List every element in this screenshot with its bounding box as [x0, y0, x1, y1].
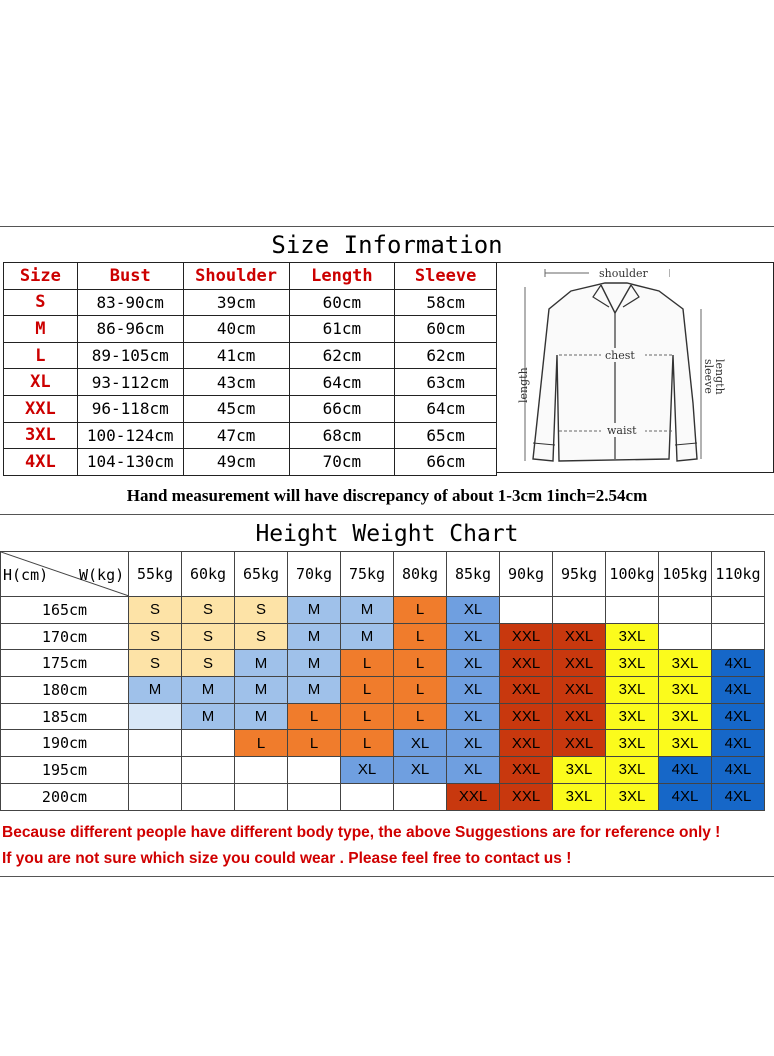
- diagram-sleeve-length-label: length: [713, 359, 726, 395]
- size-value: 40cm: [183, 316, 289, 343]
- size-recommendation-cell: 3XL: [606, 783, 659, 810]
- size-label: XXL: [4, 395, 78, 422]
- size-recommendation-cell: XL: [447, 597, 500, 624]
- size-recommendation-cell: [129, 757, 182, 784]
- height-label: 200cm: [1, 783, 129, 810]
- size-value: 47cm: [183, 422, 289, 449]
- hw-row: [1, 677, 765, 704]
- height-label: 185cm: [1, 703, 129, 730]
- size-recommendation-cell: 4XL: [712, 757, 765, 784]
- height-label: 175cm: [1, 650, 129, 677]
- size-recommendation-cell: L: [341, 677, 394, 704]
- size-value: 93-112cm: [77, 369, 183, 396]
- size-col-header: Size: [4, 263, 78, 290]
- size-recommendation-cell: [129, 783, 182, 810]
- size-recommendation-cell: [235, 757, 288, 784]
- size-recommendation-cell: XL: [447, 703, 500, 730]
- diagram-length-label: length: [517, 367, 530, 403]
- weight-header: 70kg: [288, 552, 341, 597]
- diagram-waist-label: waist: [607, 424, 637, 437]
- size-recommendation-cell: L: [394, 597, 447, 624]
- size-recommendation-cell: XXL: [553, 677, 606, 704]
- hw-header-row: [1, 552, 765, 597]
- size-recommendation-cell: L: [341, 703, 394, 730]
- size-label: M: [4, 316, 78, 343]
- size-row: [4, 342, 497, 369]
- size-value: 43cm: [183, 369, 289, 396]
- size-label: S: [4, 289, 78, 316]
- size-recommendation-cell: L: [235, 730, 288, 757]
- size-value: 41cm: [183, 342, 289, 369]
- size-recommendation-cell: 4XL: [659, 757, 712, 784]
- size-row: [4, 449, 497, 476]
- height-label: 165cm: [1, 597, 129, 624]
- size-recommendation-cell: S: [129, 597, 182, 624]
- hw-corner-w: W(kg): [79, 566, 125, 584]
- size-value: 62cm: [289, 342, 395, 369]
- size-value: 86-96cm: [77, 316, 183, 343]
- size-recommendation-cell: XXL: [553, 703, 606, 730]
- size-recommendation-cell: [659, 597, 712, 624]
- size-recommendation-cell: S: [129, 650, 182, 677]
- size-recommendation-cell: L: [288, 730, 341, 757]
- size-recommendation-cell: XL: [341, 757, 394, 784]
- weight-header: 90kg: [500, 552, 553, 597]
- size-recommendation-cell: 3XL: [606, 623, 659, 650]
- size-recommendation-cell: M: [129, 677, 182, 704]
- size-recommendation-cell: 3XL: [606, 677, 659, 704]
- size-recommendation-cell: 4XL: [712, 650, 765, 677]
- shirt-diagram: [497, 262, 774, 473]
- size-col-header: Length: [289, 263, 395, 290]
- size-col-header: Bust: [77, 263, 183, 290]
- size-row: [4, 316, 497, 343]
- size-recommendation-cell: XXL: [500, 677, 553, 704]
- size-recommendation-cell: [182, 783, 235, 810]
- size-recommendation-cell: M: [288, 597, 341, 624]
- size-recommendation-cell: XL: [447, 677, 500, 704]
- size-row: [4, 422, 497, 449]
- hw-row: [1, 730, 765, 757]
- size-recommendation-cell: XL: [447, 623, 500, 650]
- size-value: 62cm: [395, 342, 497, 369]
- size-recommendation-cell: 3XL: [659, 730, 712, 757]
- height-weight-title: Height Weight Chart: [255, 521, 519, 547]
- size-col-header: Shoulder: [183, 263, 289, 290]
- size-recommendation-cell: 3XL: [553, 783, 606, 810]
- size-recommendation-cell: M: [235, 677, 288, 704]
- size-recommendation-cell: M: [288, 650, 341, 677]
- weight-header: 55kg: [129, 552, 182, 597]
- height-label: 170cm: [1, 623, 129, 650]
- size-value: 96-118cm: [77, 395, 183, 422]
- size-recommendation-cell: L: [394, 677, 447, 704]
- size-recommendation-cell: 3XL: [606, 703, 659, 730]
- size-value: 60cm: [395, 316, 497, 343]
- size-value: 104-130cm: [77, 449, 183, 476]
- size-recommendation-cell: 4XL: [712, 783, 765, 810]
- size-recommendation-cell: [553, 597, 606, 624]
- size-value: 61cm: [289, 316, 395, 343]
- size-value: 65cm: [395, 422, 497, 449]
- size-col-header: Sleeve: [395, 263, 497, 290]
- size-recommendation-cell: XL: [447, 757, 500, 784]
- size-row: [4, 369, 497, 396]
- size-recommendation-cell: S: [235, 597, 288, 624]
- weight-header: 65kg: [235, 552, 288, 597]
- weight-header: 95kg: [553, 552, 606, 597]
- size-label: L: [4, 342, 78, 369]
- size-value: 63cm: [395, 369, 497, 396]
- size-recommendation-cell: M: [341, 623, 394, 650]
- hw-row: [1, 703, 765, 730]
- disclaimer-line-2: If you are not sure which size you could wear . Please feel free to contact us !: [2, 850, 572, 867]
- weight-header: 75kg: [341, 552, 394, 597]
- hw-row: [1, 757, 765, 784]
- size-recommendation-cell: M: [182, 703, 235, 730]
- hw-row: [1, 623, 765, 650]
- size-value: 66cm: [289, 395, 395, 422]
- size-recommendation-cell: [129, 730, 182, 757]
- size-recommendation-cell: [712, 623, 765, 650]
- size-recommendation-cell: 4XL: [659, 783, 712, 810]
- size-recommendation-cell: 3XL: [606, 757, 659, 784]
- hw-row: [1, 650, 765, 677]
- size-recommendation-cell: 3XL: [659, 703, 712, 730]
- size-recommendation-cell: M: [341, 597, 394, 624]
- size-recommendation-cell: 3XL: [553, 757, 606, 784]
- size-row: [4, 395, 497, 422]
- height-label: 180cm: [1, 677, 129, 704]
- size-recommendation-cell: XL: [447, 650, 500, 677]
- size-recommendation-cell: 3XL: [606, 650, 659, 677]
- size-recommendation-cell: S: [182, 623, 235, 650]
- size-recommendation-cell: XXL: [500, 757, 553, 784]
- size-recommendation-cell: S: [129, 623, 182, 650]
- size-recommendation-cell: XL: [394, 757, 447, 784]
- size-recommendation-cell: S: [235, 623, 288, 650]
- size-recommendation-cell: [341, 783, 394, 810]
- size-recommendation-cell: [288, 757, 341, 784]
- size-value: 45cm: [183, 395, 289, 422]
- height-weight-table: [0, 551, 765, 811]
- size-label: XL: [4, 369, 78, 396]
- size-recommendation-cell: 3XL: [659, 650, 712, 677]
- size-value: 89-105cm: [77, 342, 183, 369]
- size-row: [4, 289, 497, 316]
- hw-corner: [1, 552, 129, 597]
- size-info-title: Size Information: [271, 231, 503, 259]
- size-recommendation-cell: [182, 730, 235, 757]
- size-recommendation-cell: M: [288, 623, 341, 650]
- disclaimer: [2, 820, 774, 872]
- size-recommendation-cell: XXL: [553, 650, 606, 677]
- size-value: 66cm: [395, 449, 497, 476]
- size-recommendation-cell: L: [288, 703, 341, 730]
- size-recommendation-cell: 4XL: [712, 703, 765, 730]
- size-recommendation-cell: XXL: [500, 623, 553, 650]
- size-recommendation-cell: [129, 703, 182, 730]
- size-recommendation-cell: [659, 623, 712, 650]
- diagram-shoulder-label: shoulder: [599, 267, 648, 280]
- size-recommendation-cell: [182, 757, 235, 784]
- size-value: 70cm: [289, 449, 395, 476]
- size-recommendation-cell: L: [341, 650, 394, 677]
- hw-divider: [0, 514, 774, 515]
- size-recommendation-cell: [712, 597, 765, 624]
- size-recommendation-cell: 4XL: [712, 730, 765, 757]
- weight-header: 105kg: [659, 552, 712, 597]
- size-recommendation-cell: 3XL: [606, 730, 659, 757]
- disclaimer-line-1: Because different people have different body type, the above Suggestions are for reference only !: [2, 824, 721, 841]
- size-value: 60cm: [289, 289, 395, 316]
- size-label: 3XL: [4, 422, 78, 449]
- size-recommendation-cell: XXL: [500, 783, 553, 810]
- size-value: 64cm: [395, 395, 497, 422]
- size-recommendation-cell: XXL: [553, 730, 606, 757]
- size-recommendation-cell: XL: [447, 730, 500, 757]
- weight-header: 100kg: [606, 552, 659, 597]
- weight-header: 110kg: [712, 552, 765, 597]
- size-recommendation-cell: L: [394, 703, 447, 730]
- size-value: 58cm: [395, 289, 497, 316]
- size-recommendation-cell: [606, 597, 659, 624]
- size-recommendation-cell: XXL: [500, 650, 553, 677]
- height-label: 190cm: [1, 730, 129, 757]
- size-value: 68cm: [289, 422, 395, 449]
- size-value: 83-90cm: [77, 289, 183, 316]
- shirt-illustration: [497, 263, 774, 474]
- size-recommendation-cell: XXL: [447, 783, 500, 810]
- measurement-note: Hand measurement will have discrepancy of about 1-3cm 1inch=2.54cm: [126, 486, 648, 505]
- size-value: 49cm: [183, 449, 289, 476]
- size-recommendation-cell: 4XL: [712, 677, 765, 704]
- size-recommendation-cell: S: [182, 650, 235, 677]
- diagram-chest-label: chest: [605, 349, 635, 362]
- top-divider: [0, 226, 774, 227]
- weight-header: 85kg: [447, 552, 500, 597]
- size-recommendation-cell: [288, 783, 341, 810]
- size-recommendation-cell: XXL: [500, 703, 553, 730]
- size-value: 100-124cm: [77, 422, 183, 449]
- size-label: 4XL: [4, 449, 78, 476]
- size-recommendation-cell: L: [394, 650, 447, 677]
- size-recommendation-cell: M: [182, 677, 235, 704]
- height-label: 195cm: [1, 757, 129, 784]
- hw-row: [1, 597, 765, 624]
- size-recommendation-cell: S: [182, 597, 235, 624]
- weight-header: 80kg: [394, 552, 447, 597]
- size-value: 39cm: [183, 289, 289, 316]
- size-recommendation-cell: [500, 597, 553, 624]
- diagram-sleeve-label: sleeve: [702, 359, 715, 394]
- weight-header: 60kg: [182, 552, 235, 597]
- size-recommendation-cell: XXL: [500, 730, 553, 757]
- size-recommendation-cell: L: [341, 730, 394, 757]
- size-value: 64cm: [289, 369, 395, 396]
- size-recommendation-cell: 3XL: [659, 677, 712, 704]
- size-recommendation-cell: M: [288, 677, 341, 704]
- size-info-table: [3, 262, 497, 476]
- size-recommendation-cell: M: [235, 650, 288, 677]
- size-recommendation-cell: L: [394, 623, 447, 650]
- size-table-header: [4, 263, 497, 290]
- hw-corner-h: H(cm): [3, 566, 49, 584]
- size-recommendation-cell: XL: [394, 730, 447, 757]
- bottom-divider: [0, 876, 774, 877]
- hw-row: [1, 783, 765, 810]
- size-recommendation-cell: [235, 783, 288, 810]
- size-recommendation-cell: M: [235, 703, 288, 730]
- size-recommendation-cell: [394, 783, 447, 810]
- size-recommendation-cell: XXL: [553, 623, 606, 650]
